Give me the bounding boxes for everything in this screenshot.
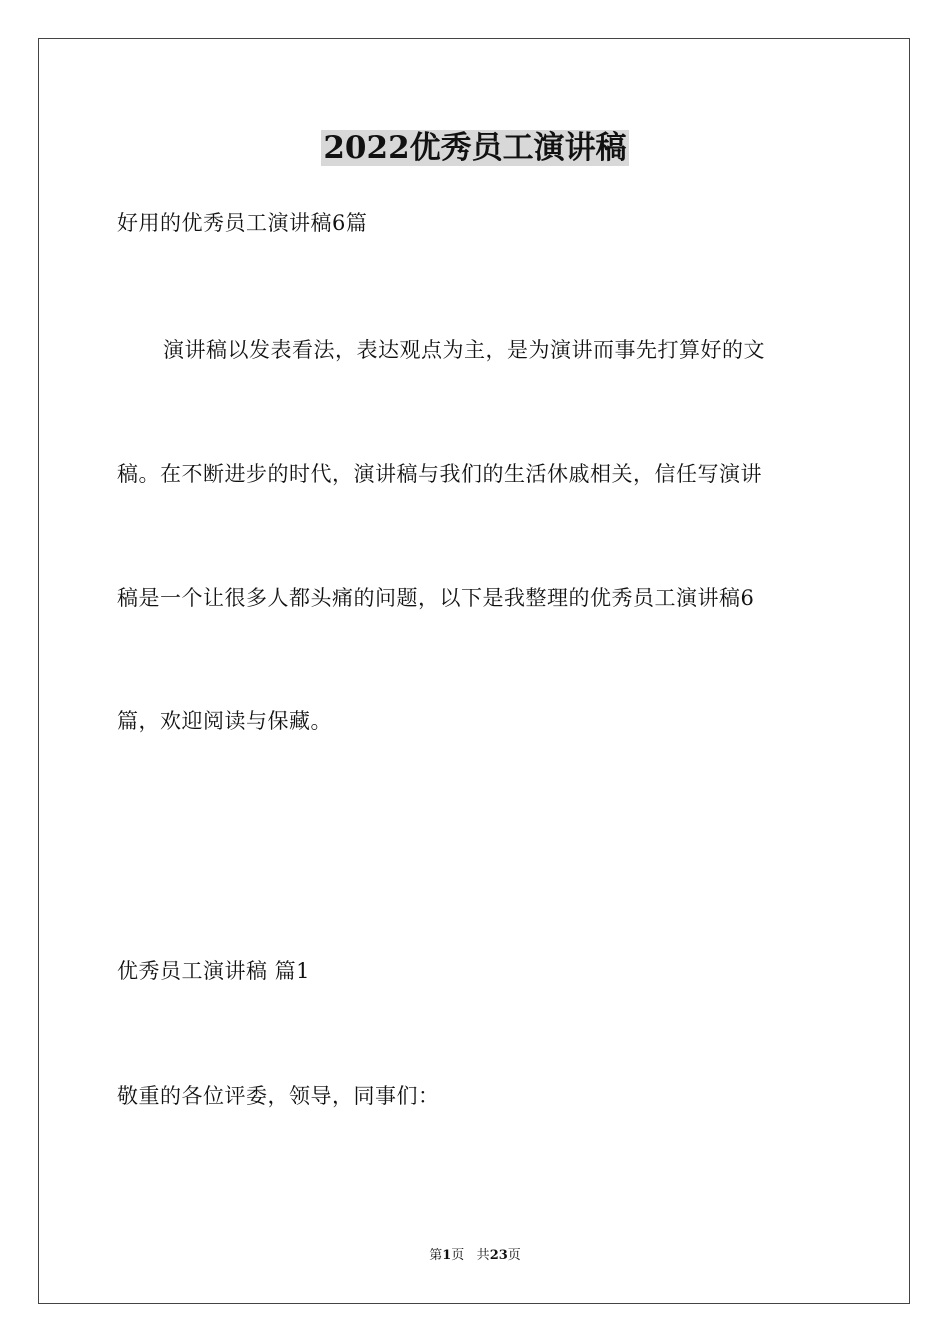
footer-total-prefix: 共 bbox=[476, 1248, 490, 1263]
document-title-text: 2022优秀员工演讲稿 bbox=[323, 130, 627, 166]
page-footer bbox=[0, 1246, 950, 1266]
intro-line-2: 稿。在不断进步的时代，演讲稿与我们的生活休戚相关，信任写演讲 bbox=[117, 462, 762, 486]
footer-total-suffix: 页 bbox=[507, 1248, 521, 1263]
document-title bbox=[0, 125, 950, 171]
intro-line-3: 稿是一个让很多人都头痛的问题，以下是我整理的优秀员工演讲稿6 bbox=[117, 586, 755, 610]
document-subtitle: 好用的优秀员工演讲稿6篇 bbox=[117, 211, 368, 235]
intro-line-1: 演讲稿以发表看法，表达观点为主，是为演讲而事先打算好的文 bbox=[163, 338, 765, 362]
section-heading: 优秀员工演讲稿 篇1 bbox=[117, 959, 311, 983]
footer-total-pages: 23 bbox=[489, 1248, 508, 1263]
footer-page-number: 1 bbox=[442, 1248, 452, 1263]
salutation: 敬重的各位评委，领导，同事们： bbox=[117, 1084, 440, 1108]
intro-line-4: 篇，欢迎阅读与保藏。 bbox=[117, 709, 332, 733]
footer-page-prefix: 第 bbox=[429, 1248, 443, 1263]
footer-page-suffix: 页 bbox=[451, 1248, 465, 1263]
